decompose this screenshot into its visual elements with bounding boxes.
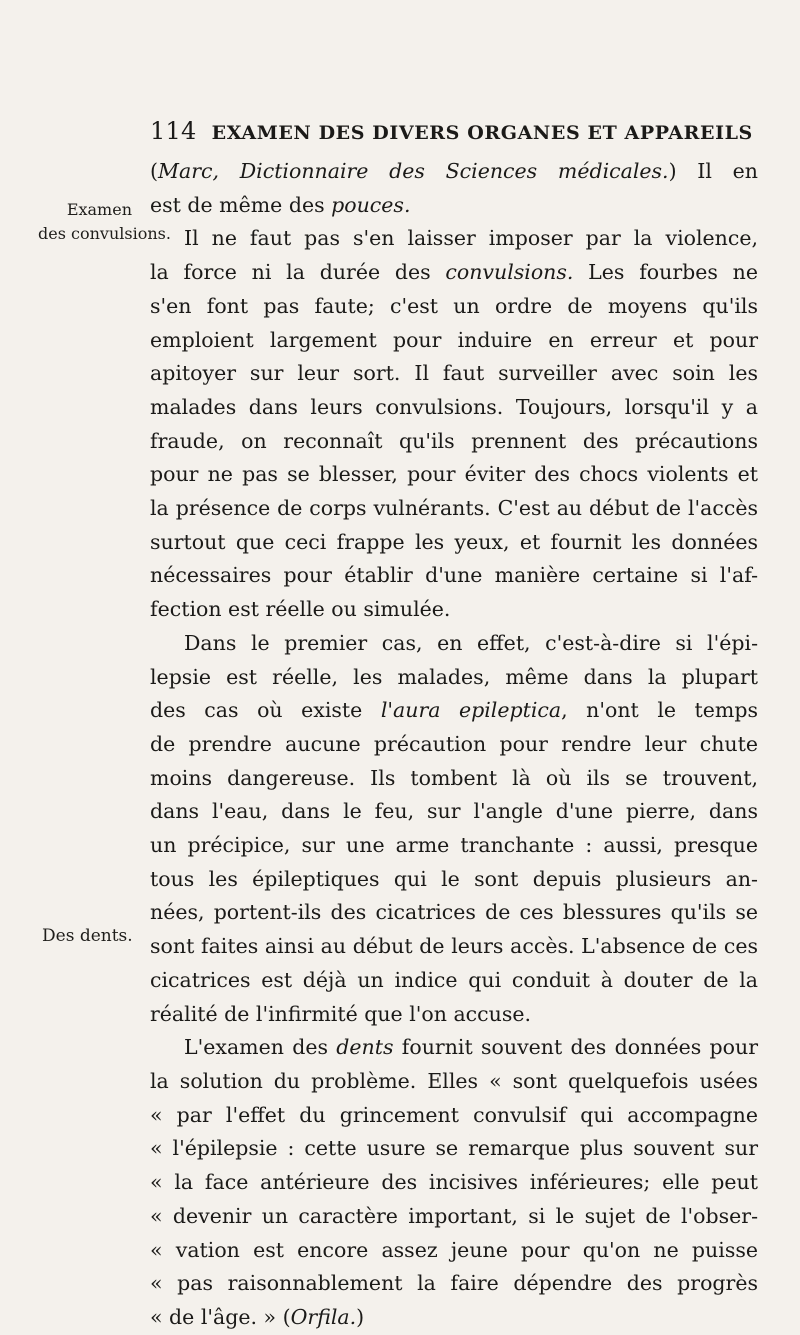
text-segment: Il en <box>676 159 758 183</box>
text-line: nécessaires pour établir d'une manière certaine si l'af- <box>150 563 758 588</box>
text-segment: L'examen des <box>184 1035 337 1060</box>
text-segment: est de même des <box>150 192 332 217</box>
text-segment: « de l'âge. » ( <box>150 1304 291 1329</box>
margin-note-examen-line1: Examen <box>66 200 132 219</box>
text-line: « devenir un caractère important, si le sujet de l'obser- <box>150 1203 758 1228</box>
text-line: « la face antérieure des incisives inférieures; elle peut <box>150 1170 758 1195</box>
text-line: emploient largement pour induire en erreur et pour <box>150 327 758 352</box>
close-paren: ) <box>668 159 677 183</box>
text-line: « pas raisonnablement la faire dépendre des progrès <box>150 1271 758 1296</box>
text-line: pour ne pas se blesser, pour éviter des chocs violents et <box>150 462 758 487</box>
text-line <box>150 256 758 290</box>
italic-pouces: pouces. <box>331 192 411 217</box>
margin-note-examen-line2: des convulsions. <box>38 224 171 243</box>
page-header <box>150 117 770 145</box>
margin-note-dents: Des dents. <box>42 926 133 946</box>
citation-marc: Marc, Dictionnaire des Sciences médicales. <box>158 159 669 183</box>
text-line: surtout que ceci frappe les yeux, et fournit les données <box>150 529 758 554</box>
text-line: « l'épilepsie : cette usure se remarque plus souvent sur <box>150 1136 758 1161</box>
text-segment: la force ni la durée des <box>150 260 446 285</box>
text-line: apitoyer sur leur sort. Il faut surveiller avec soin les <box>150 361 758 386</box>
text-segment: ) <box>356 1304 365 1329</box>
text-line: Il ne faut pas s'en laisser imposer par la violence, <box>184 226 758 251</box>
open-paren: ( <box>150 159 158 183</box>
text-segment: des cas où existe <box>150 698 381 723</box>
text-line: sont faites ainsi au début de leurs accès. L'absence de ces <box>150 934 758 959</box>
page-number: 114 <box>150 117 197 145</box>
text-line: moins dangereuse. Ils tombent là où ils se trouvent, <box>150 765 758 790</box>
text-line <box>150 1301 758 1335</box>
text-line: fraude, on reconnaît qu'ils prennent des précautions <box>150 428 758 453</box>
text-line: réalité de l'infirmité que l'on accuse. <box>150 1001 532 1026</box>
text-line: un précipice, sur une arme tranchante : aussi, presque <box>150 833 758 858</box>
text-line: la solution du problème. Elles « sont quelquefois usées <box>150 1068 758 1093</box>
text-line: nées, portent-ils des cicatrices de ces blessures qu'ils se <box>150 900 758 925</box>
margin-note-examen <box>38 198 171 246</box>
text-line: malades dans leurs convulsions. Toujours, lorsqu'il y a <box>150 394 758 419</box>
text-line <box>150 189 758 223</box>
text-line: de prendre aucune précaution pour rendre leur chute <box>150 731 758 756</box>
text-line: Dans le premier cas, en effet, c'est-à-dire si l'épi- <box>184 630 758 655</box>
body-text <box>150 155 758 1335</box>
text-line: fection est réelle ou simulée. <box>150 597 451 622</box>
text-line: « vation est encore assez jeune pour qu'on ne puisse <box>150 1237 758 1262</box>
text-line: lepsie est réelle, les malades, même dans la plupart <box>150 664 758 689</box>
text-line <box>150 1031 758 1065</box>
text-line <box>150 694 758 728</box>
text-line: dans l'eau, dans le feu, sur l'angle d'une pierre, dans <box>150 799 758 824</box>
text-line: « par l'effet du grincement convulsif qui accompagne <box>150 1102 758 1127</box>
text-line: tous les épileptiques qui le sont depuis plusieurs an- <box>150 866 758 891</box>
italic-convulsions: convulsions. <box>445 260 574 285</box>
text-segment: Les fourbes ne <box>573 260 759 285</box>
text-line: s'en font pas faute; c'est un ordre de moyens qu'ils <box>150 293 758 318</box>
text-line: la présence de corps vulnérants. C'est au début de l'accès <box>150 496 758 521</box>
running-title: EXAMEN DES DIVERS ORGANES ET APPAREILS <box>211 122 753 144</box>
italic-orfila: Orfila. <box>290 1304 357 1329</box>
italic-dents: dents <box>336 1035 394 1060</box>
text-segment: , n'ont le temps <box>561 698 759 723</box>
italic-aura-epileptica: l'aura epileptica <box>380 698 562 723</box>
text-segment: fournit souvent des données pour <box>393 1035 758 1060</box>
text-line <box>150 155 758 189</box>
text-line: cicatrices est déjà un indice qui conduit à douter de la <box>150 967 758 992</box>
